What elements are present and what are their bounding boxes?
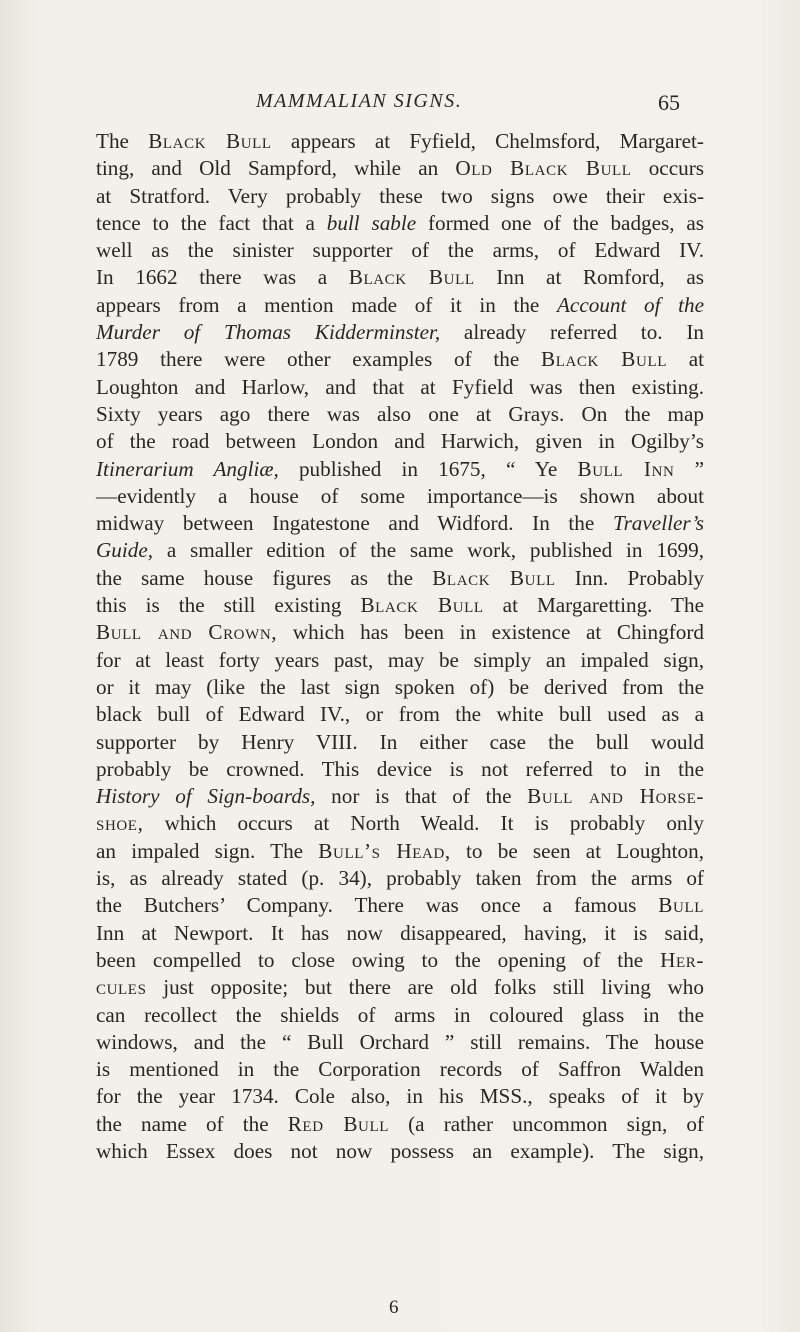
italic-text: Account of the — [556, 292, 704, 317]
text-line — [96, 346, 704, 373]
text-line — [96, 1083, 704, 1110]
text-line — [96, 1002, 704, 1029]
text-run: 1789 there were other examples of the — [96, 347, 541, 372]
text-run: supporter by Henry VIII. In either case the bull would — [96, 729, 704, 754]
text-run: this is the still existing — [96, 593, 361, 618]
text-run: The — [96, 129, 149, 153]
small-caps-text: Black Bull — [360, 593, 484, 618]
text-run: can recollect the shields of arms in coloured glass in the — [96, 1002, 704, 1027]
small-caps-text: Black Bull — [432, 565, 556, 590]
small-caps-text: Bull and Horse- — [527, 784, 704, 809]
text-line — [96, 1029, 704, 1056]
text-line — [96, 565, 704, 592]
text-line — [96, 947, 704, 974]
small-caps-text: shoe, — [96, 811, 144, 836]
text-run: which has been in existence at Chingford — [277, 620, 704, 645]
text-run: the same house figures as the — [96, 565, 433, 590]
text-run: ” — [674, 456, 704, 481]
text-run: ting, and Old Sampford, while an — [96, 156, 456, 181]
text-line — [96, 456, 704, 483]
text-run: occurs — [631, 156, 705, 181]
text-line — [96, 783, 704, 810]
small-caps-text: Black Bull — [148, 129, 272, 153]
body-text — [96, 128, 704, 1165]
text-line — [96, 128, 704, 155]
text-line — [96, 374, 704, 401]
text-line — [96, 892, 704, 919]
text-line — [96, 1138, 704, 1165]
text-line — [96, 155, 704, 182]
text-run: for the year 1734. Cole also, in his MSS., speaks of it by — [96, 1084, 704, 1109]
text-line — [96, 619, 704, 646]
text-line — [96, 701, 704, 728]
text-run: or it may (like the last sign spoken of) be derived from the — [96, 674, 704, 699]
italic-text: Traveller’s — [612, 511, 704, 536]
text-line — [96, 592, 704, 619]
text-run: Inn. Probably — [555, 565, 704, 590]
italic-text: Itinerarium Angliæ, — [96, 456, 279, 481]
text-line — [96, 1111, 704, 1138]
small-caps-text: Bull Inn — [577, 456, 675, 481]
small-caps-text: Bull’s Head, — [318, 838, 451, 863]
text-run: tence to the fact that a — [96, 210, 327, 235]
running-head — [256, 90, 680, 120]
text-run: (a rather uncommon sign, of — [389, 1111, 704, 1136]
italic-text: bull sable — [326, 210, 417, 235]
text-run: In 1662 there was a — [96, 265, 349, 290]
text-line — [96, 401, 704, 428]
text-line — [96, 210, 704, 237]
text-run: just opposite; but there are old folks still living who — [146, 975, 704, 1000]
signature-mark: 6 — [389, 1297, 399, 1318]
text-line — [96, 264, 704, 291]
small-caps-text: Her- — [660, 947, 704, 972]
text-line — [96, 428, 704, 455]
text-run: which occurs at North Weald. It is probably only — [143, 811, 704, 836]
text-run: to be seen at Loughton, — [450, 838, 704, 863]
text-run: windows, and the “ Bull Orchard ” still remains. The house — [96, 1029, 704, 1054]
text-run: for at least forty years past, may be simply an impaled sign, — [96, 647, 704, 672]
small-caps-text: Old Black Bull — [455, 156, 632, 181]
text-line — [96, 920, 704, 947]
text-run: which Essex does not now possess an example). The sign, — [96, 1138, 704, 1163]
text-run: is, as already stated (p. 34), probably taken from the arms of — [96, 866, 704, 891]
text-run: at Stratford. Very probably these two signs owe their exis- — [96, 183, 704, 208]
text-run: at Margaretting. The — [483, 593, 705, 618]
text-run: an impaled sign. The — [96, 838, 319, 863]
text-run: at — [666, 347, 704, 372]
text-line — [96, 865, 704, 892]
text-run: probably be crowned. This device is not referred to in the — [96, 756, 704, 781]
text-run: appears from a mention made of it in the — [96, 292, 557, 317]
text-line — [96, 674, 704, 701]
italic-text: Murder of Thomas Kidderminster, — [96, 320, 441, 345]
text-line — [96, 537, 704, 564]
small-caps-text: Bull — [658, 893, 704, 918]
italic-text: Guide, — [96, 538, 154, 563]
text-run: Inn at Newport. It has now disappeared, having, it is said, — [96, 920, 704, 945]
text-run: —evidently a house of some importance—is shown about — [96, 483, 704, 508]
text-run: black bull of Edward IV., or from the white bull used as a — [96, 702, 704, 727]
text-line — [96, 292, 704, 319]
text-line — [96, 237, 704, 264]
text-run: appears at Fyfield, Chelmsford, Margaret- — [271, 129, 704, 153]
small-caps-text: Red Bull — [287, 1111, 390, 1136]
small-caps-text: cules — [96, 975, 147, 1000]
text-run: Sixty years ago there was also one at Grays. On the map — [96, 401, 704, 426]
text-line — [96, 647, 704, 674]
text-line — [96, 974, 704, 1001]
small-caps-text: Bull and Crown, — [96, 620, 278, 645]
text-run: been compelled to close owing to the opening of the — [96, 947, 661, 972]
small-caps-text: Black Bull — [348, 265, 475, 290]
text-run: nor is that of the — [315, 784, 528, 809]
italic-text: History of Sign-boards, — [96, 784, 316, 809]
text-line — [96, 838, 704, 865]
text-line — [96, 510, 704, 537]
text-line — [96, 756, 704, 783]
text-run: the name of the — [96, 1111, 288, 1136]
text-line — [96, 1056, 704, 1083]
text-run: already referred to. In — [440, 320, 704, 345]
text-run: midway between Ingatestone and Widford. In the — [96, 511, 613, 536]
text-run: formed one of the badges, as — [416, 210, 705, 235]
text-run: is mentioned in the Corporation records of Saffron Walden — [96, 1057, 704, 1082]
running-title: MAMMALIAN SIGNS. — [256, 90, 463, 112]
text-run: of the road between London and Harwich, given in Ogilby’s — [96, 429, 704, 454]
text-line — [96, 810, 704, 837]
text-run: a smaller edition of the same work, published in 1699, — [153, 538, 704, 563]
text-run: published in 1675, “ Ye — [278, 456, 578, 481]
text-run: well as the sinister supporter of the arms, of Edward IV. — [96, 238, 704, 263]
text-line — [96, 483, 704, 510]
text-run: Loughton and Harlow, and that at Fyfield was then existing. — [96, 374, 704, 399]
page-number: 65 — [658, 90, 680, 115]
text-run: Inn at Romford, as — [474, 265, 704, 290]
text-run: the Butchers’ Company. There was once a famous — [96, 893, 659, 918]
text-line — [96, 183, 704, 210]
text-line — [96, 729, 704, 756]
small-caps-text: Black Bull — [541, 347, 667, 372]
text-line — [96, 319, 704, 346]
